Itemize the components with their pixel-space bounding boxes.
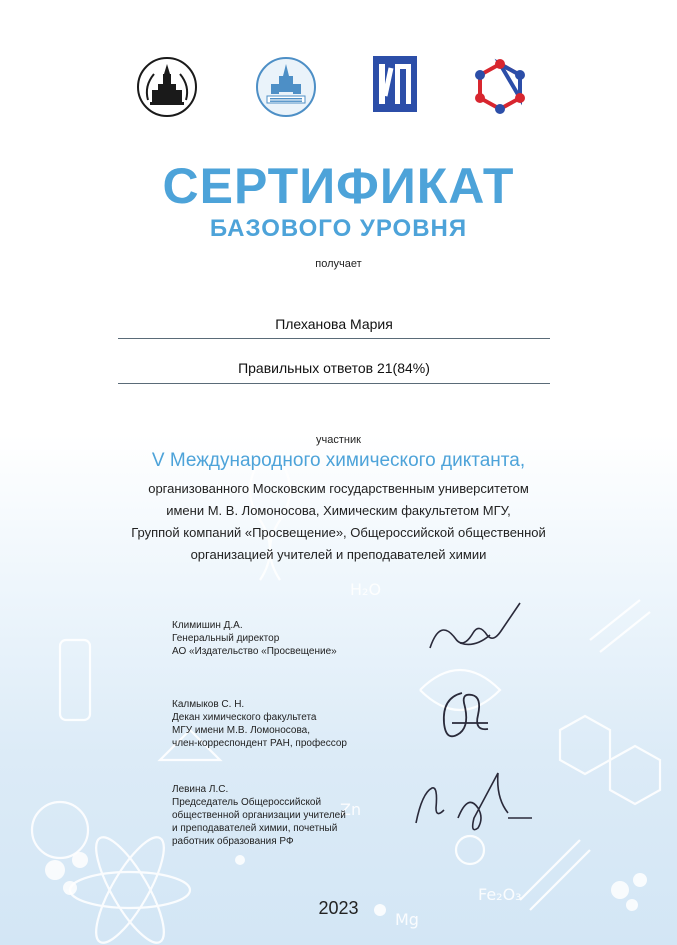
signatory-line: МГУ имени М.В. Ломоносова, xyxy=(172,725,310,736)
organizers-text xyxy=(90,478,587,566)
signatory-line: Генеральный директор xyxy=(172,633,280,644)
organizers-line: Группой компаний «Просвещение», Общероссийской общественной xyxy=(131,525,546,540)
teachers-organization-logo xyxy=(469,56,531,118)
name-underline xyxy=(118,338,550,339)
chemistry-faculty-logo xyxy=(255,56,317,118)
signatory-line: работник образования РФ xyxy=(172,836,294,847)
organizers-line: организацией учителей и преподавателей химии xyxy=(190,547,487,562)
year: 2023 xyxy=(318,898,359,918)
participant-label: участник xyxy=(316,434,361,446)
svg-text:Mg: Mg xyxy=(395,910,419,929)
chemistry-faculty-emblem-icon xyxy=(255,56,317,118)
prosveshchenie-logo xyxy=(369,56,431,118)
signatory-line: общественной организации учителей xyxy=(172,810,346,821)
signatory-line: Левина Л.С. xyxy=(172,784,229,795)
organizers-line: имени М. В. Ломоносова, Химическим факультетом МГУ, xyxy=(166,503,511,518)
signatory-block xyxy=(172,698,347,750)
signatory-line: АО «Издательство «Просвещение» xyxy=(172,646,337,657)
result-underline xyxy=(118,383,550,384)
svg-text:Zn: Zn xyxy=(340,800,362,819)
signatory-line: Калмыков С. Н. xyxy=(172,699,245,710)
svg-text:H₂O: H₂O xyxy=(350,580,382,599)
prosveshchenie-square-icon xyxy=(373,56,417,112)
receives-label: получает xyxy=(315,258,362,270)
logos-row xyxy=(0,56,677,122)
signature-3 xyxy=(408,768,538,838)
signatory-block xyxy=(172,783,346,848)
event-title: V Международного химического диктанта, xyxy=(151,450,526,471)
signatory-line: Декан химического факультета xyxy=(172,712,317,723)
molecule-ring-icon xyxy=(469,56,531,118)
signatory-line: Председатель Общероссийской xyxy=(172,797,322,808)
signatory-line: и преподавателей химии, почетный xyxy=(172,823,338,834)
svg-text:Fe₂O₃: Fe₂O₃ xyxy=(478,885,522,904)
signature-2 xyxy=(432,683,502,753)
signatory-block xyxy=(172,619,337,658)
recipient-name: Плеханова Мария xyxy=(275,316,393,332)
signature-1 xyxy=(420,598,530,668)
msu-logo xyxy=(136,56,198,118)
signatory-line: член-корреспондент РАН, профессор xyxy=(172,738,347,749)
certificate-title: СЕРТИФИКАТ xyxy=(162,158,515,214)
organizers-line: организованного Московским государственным университетом xyxy=(148,481,529,496)
msu-building-seal-icon xyxy=(136,56,198,118)
result-text: Правильных ответов 21(84%) xyxy=(238,360,430,376)
signatory-line: Климишин Д.А. xyxy=(172,620,243,631)
certificate-subtitle: БАЗОВОГО УРОВНЯ xyxy=(209,215,468,242)
